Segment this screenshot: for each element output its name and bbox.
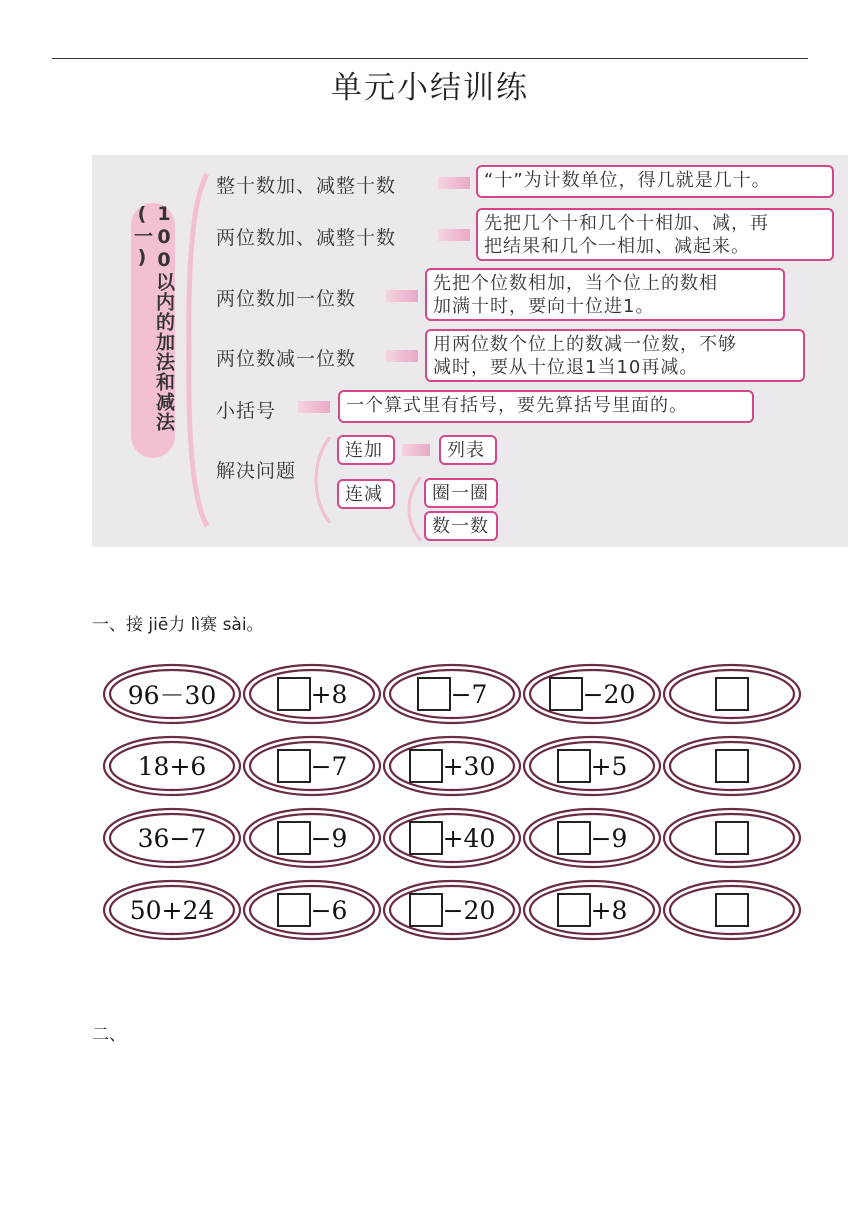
sub-box: 连减 xyxy=(337,479,395,509)
page-title: 单元小结训练 xyxy=(331,70,529,106)
step-op: +8 xyxy=(590,895,628,925)
topic-label: 两位数减一位数 xyxy=(216,348,357,370)
topic-label: 整十数加、减整十数 xyxy=(216,175,397,197)
step-op: +5 xyxy=(590,751,628,781)
final-cell xyxy=(672,733,792,799)
answer-box[interactable] xyxy=(277,677,311,711)
rule-box xyxy=(338,390,754,423)
step-op: +30 xyxy=(442,751,496,781)
answer-box[interactable] xyxy=(277,821,311,855)
final-cell xyxy=(672,805,792,871)
step-op: −7 xyxy=(450,679,488,709)
arrow-icon xyxy=(298,401,330,413)
header-rule xyxy=(52,58,808,59)
answer-box[interactable] xyxy=(557,821,591,855)
rule-line: 先把个位数相加，当个位上的数相 xyxy=(433,273,718,294)
step-cell xyxy=(252,661,372,727)
add-box: 连加 xyxy=(337,435,395,465)
rule-box xyxy=(476,165,834,198)
summary-side-label xyxy=(131,203,175,458)
answer-box[interactable] xyxy=(409,821,443,855)
topic-label: 两位数加一位数 xyxy=(216,288,357,310)
step-op: −9 xyxy=(590,823,628,853)
answer-box[interactable] xyxy=(557,893,591,927)
answer-box[interactable] xyxy=(715,893,749,927)
step-op: −7 xyxy=(310,751,348,781)
final-cell xyxy=(672,661,792,727)
step-cell xyxy=(252,805,372,871)
step-cell xyxy=(252,877,372,943)
rule-line: “十”为计数单位，得几就是几十。 xyxy=(484,170,771,191)
step-cell xyxy=(392,877,512,943)
relay-row xyxy=(100,661,840,727)
question-2-heading: 二、 xyxy=(92,1025,126,1045)
rule-line: 把结果和几个一相加、减起来。 xyxy=(484,236,750,257)
step-cell xyxy=(392,733,512,799)
step-op: −6 xyxy=(310,895,348,925)
rule-line: 用两位数个位上的数减一位数，不够 xyxy=(433,334,737,355)
step-op: +40 xyxy=(442,823,496,853)
relay-row xyxy=(100,733,840,799)
sub-method-box: 圈一圈 xyxy=(424,478,498,508)
answer-box[interactable] xyxy=(409,893,443,927)
question-1-heading: 一、接 jiē力 lì赛 sài。 xyxy=(92,615,264,635)
start-expression: 96－30 xyxy=(127,681,217,710)
rule-box xyxy=(425,329,805,382)
answer-box[interactable] xyxy=(557,749,591,783)
rule-box xyxy=(425,268,785,321)
sub-bracket xyxy=(405,475,423,543)
rule-line: 先把几个十和几个十相加、减，再 xyxy=(484,213,769,234)
start-expression: 36−7 xyxy=(137,823,207,853)
arrow-icon xyxy=(438,229,470,241)
start-expression: 18+6 xyxy=(137,751,207,781)
step-op: −20 xyxy=(582,679,636,709)
step-cell xyxy=(532,661,652,727)
rule-line: 一个算式里有括号，要先算括号里面的。 xyxy=(346,395,688,416)
answer-box[interactable] xyxy=(277,749,311,783)
answer-box[interactable] xyxy=(715,821,749,855)
step-cell xyxy=(532,877,652,943)
topic-label: 小括号 xyxy=(216,400,277,422)
step-op: +8 xyxy=(310,679,348,709)
summary-bracket xyxy=(185,170,209,530)
rule-line: 加满十时，要向十位进1。 xyxy=(433,296,655,317)
step-cell xyxy=(392,661,512,727)
step-cell xyxy=(532,733,652,799)
step-op: −9 xyxy=(310,823,348,853)
step-cell xyxy=(532,805,652,871)
rule-box xyxy=(476,208,834,261)
step-cell xyxy=(252,733,372,799)
rule-line: 减时，要从十位退1当10再减。 xyxy=(433,357,699,378)
arrow-icon xyxy=(402,444,430,456)
answer-box[interactable] xyxy=(409,749,443,783)
answer-box[interactable] xyxy=(715,677,749,711)
arrow-icon xyxy=(386,290,418,302)
answer-box[interactable] xyxy=(277,893,311,927)
topic-label: 两位数加、减整十数 xyxy=(216,227,397,249)
start-expression: 50+24 xyxy=(129,895,215,925)
relay-row xyxy=(100,805,840,871)
step-op: −20 xyxy=(442,895,496,925)
side-label-text: 100以内的加法和减法(一) xyxy=(131,203,175,432)
sub-method-box: 数一数 xyxy=(424,511,498,541)
problem-solving-label: 解决问题 xyxy=(216,460,297,482)
arrow-icon xyxy=(386,350,418,362)
answer-box[interactable] xyxy=(417,677,451,711)
arrow-icon xyxy=(438,177,470,189)
relay-row xyxy=(100,877,840,943)
step-cell xyxy=(392,805,512,871)
answer-box[interactable] xyxy=(715,749,749,783)
add-method-box: 列表 xyxy=(439,435,497,465)
final-cell xyxy=(672,877,792,943)
problem-bracket xyxy=(312,435,332,525)
answer-box[interactable] xyxy=(549,677,583,711)
